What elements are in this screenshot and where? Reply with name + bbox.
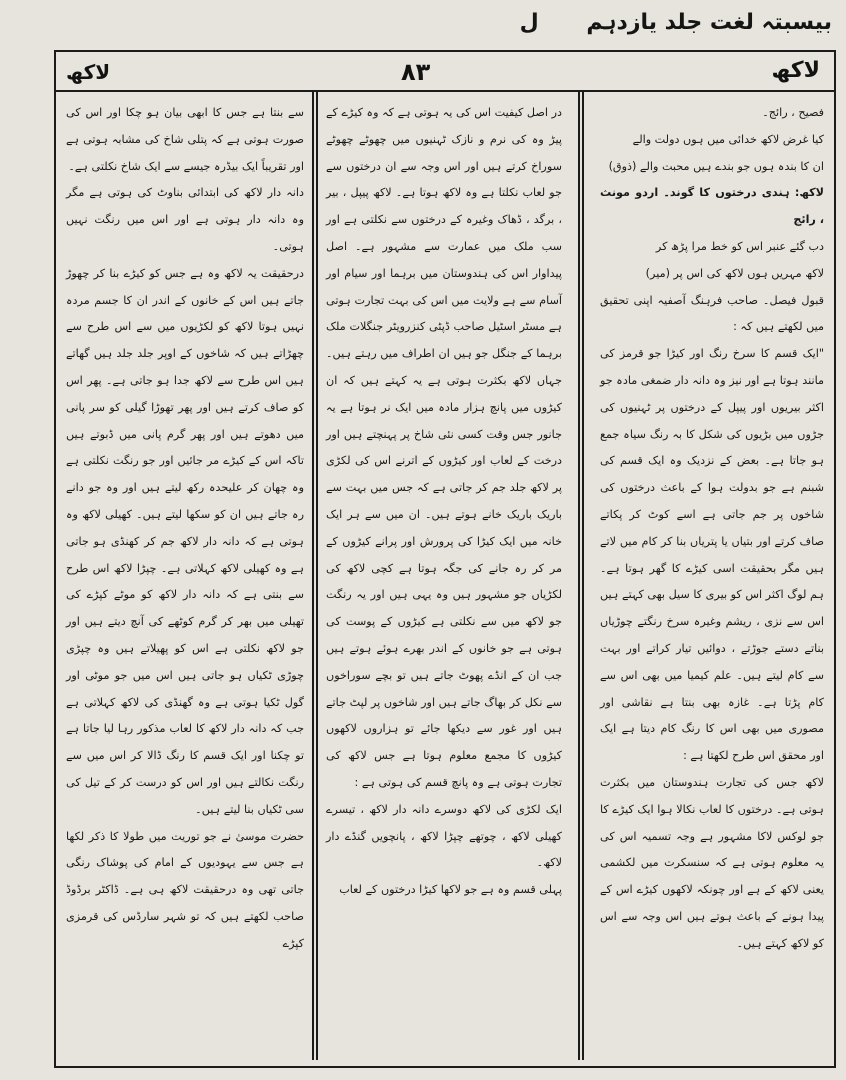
paragraph: فصیح ، رائج۔: [762, 106, 824, 119]
text-column-middle: [320, 94, 568, 1060]
paragraph: قبول فیصل۔ صاحب فرہنگ آصفیہ اپنی تحقیق میں لکھتے ہیں کہ :: [600, 293, 824, 334]
paragraph: سے بنتا ہے جس کا ابھی بیان ہو چکا اور اس کی صورت ہوتی ہے کہ پتلی شاخ کی مشابہ ہوتی ہے اور تقریباً ایک بیڈرہ جیسے سے ایک شاخ نکلتی ہے۔: [66, 106, 304, 173]
paragraph: لاکھ جس کی تجارت ہندوستان میں بکثرت ہوتی ہے۔ درختوں کا لعاب نکالا ہوا ایک کیڑے کا جو لوکس لاکا مشہور ہے وجہ تسمیہ اس کی یہ معلوم ہوتی ہے کہ سنسکرت میں لکشمی یعنی لاکھ کے ہے اور چونکہ لاکھوں کیڑے اس کے پیدا ہونے کے باعث ہوتے ہیں اس وجہ سے اس کو لاکھ کہتے ہیں۔: [600, 775, 824, 950]
entry-headword: لاکھ: ہندی درختوں کا گوند۔ اردو مونث ، رائج: [600, 186, 824, 227]
guide-word-row: [56, 52, 834, 92]
verse-line: کیا غرض لاکھ خدائی میں ہوں دولت والے: [632, 132, 824, 146]
text-column-right: [594, 94, 830, 1060]
paragraph: ایک لکڑی کی لاکھ دوسرے دانہ دار لاکھ ، تیسرے کھیلی لاکھ ، چوتھے چپڑا لاکھ ، پانچویں گنڈے دار لاکھ۔: [326, 802, 562, 870]
verse-line: دب گئے عنبر اس کو خط مرا پڑھ کر: [655, 239, 824, 253]
guide-word-right: لاکھ: [771, 58, 820, 83]
section-letter: ل: [519, 10, 539, 35]
verse-line: لاکھ مہریں ہوں لاکھ کی اس پر (میر): [645, 266, 824, 280]
paragraph: دانہ دار لاکھ کی ابتدائی بناوٹ کی ہوتی ہے مگر وہ دانہ دار ہوتی ہے اور اس میں رنگت نہیں ہوتی۔: [66, 186, 304, 253]
paragraph: حضرت موسیٰ نے جو توریت میں طولا کا ذکر لکھا ہے جس سے یہودیوں کے امام کی پوشاک رنگی جاتی تھی وہ درحقیقت لاکھ ہی ہے۔ ڈاکٹر برڈوڈ صاحب لکھتے ہیں کہ تو شہر سارڈس کی قرمزی کپڑے: [66, 829, 304, 950]
text-column-left: [60, 94, 310, 1060]
column-divider: [312, 92, 314, 1060]
paragraph: پہلی قسم وہ ہے جو لاکھا کیڑا درختوں کے لعاب: [339, 883, 562, 897]
quotation: "ایک قسم کا سرخ رنگ اور کیڑا جو قرمز کی مانند ہوتا ہے اور نیز وہ دانہ دار ضمغی مادہ جو اکثر بیریوں اور پیپل کے درختوں پر ٹہنیوں کی جڑوں میں بڑیوں کی شکل کا بہ رنگ سیاہ جمع ہو جاتا ہے۔ بعض کے نزدیک وہ ایک قسم کی شبنم ہے جو بدولت ہوا کے باعث درختوں کی شاخوں پر جم جاتی ہے اسے کوٹ کر پکاتے صاف کرتے اور بتیاں یا پتریاں بنا کر کام میں لاتے ہیں مگر بحقیقت اسی کیڑے کا گھر ہوتا ہے۔ ہم لوگ اکثر اس کو بیری کا سیل بھی کہتے ہیں اس سے نزی ، ریشم وغیرہ سرخ رنگتے چوڑیاں بناتے دستے جوڑتے ، دوائیں تیار کراتے اور بہت سے کام لیتے ہیں۔ علم کیمیا میں بھی اس سے کام پڑتا ہے۔ غازہ بھی بنتا ہے نقاشی اور مصوری میں بھی اس کا رنگ کام دیتا ہے ایک اور محقق اس طرح لکھتا ہے :: [600, 347, 824, 763]
column-divider: [582, 92, 584, 1060]
volume-title: بیسبتہ لغت جلد یازدہم: [586, 10, 832, 35]
page-frame: [54, 50, 836, 1068]
column-divider: [316, 92, 318, 1060]
column-divider: [578, 92, 580, 1060]
paragraph: درحقیقت یہ لاکھ وہ ہے جس کو کیڑے بنا کر چھوڑ جاتے ہیں اس کے خانوں کے اندر ان کا جسم مردہ نہیں ہوتا لاکھ کو لکڑیوں میں سے اس طرح سے چھڑاتے ہیں کہ شاخوں کے اوپر جلد جلد ہیں گھاتے ہیں اس طرح سے لاکھ جدا ہو جاتی ہے۔ پھر اس کو صاف کرتے ہیں اور پھر تھوڑا گیلی کو سر پانی میں دھوتے ہیں اور پھر گرم پانی میں ڈبوتے ہیں تاکہ اس کے کیڑے مر جائیں اور جو رنگت نکلتی ہے وہ چھان کر علیحدہ رکھ لیتے ہیں اور وہ جو دانے رہ جاتے ہیں ان کو سکھا لیتے ہیں۔ کھیلی لاکھ وہ ہوتی ہے کہ دانہ دار لاکھ جم کر کھنڈی ہو جاتی ہے وہ کھیلی لاکھ کہلاتی ہے۔ چپڑا لاکھ اس طرح سے بنتی ہے کہ دانہ دار لاکھ کو موٹے کپڑے کی تھیلی میں بھر کر گرم کوٹھے کی آنچ دیتے ہیں اور جو لاکھ نکلتی ہے اس کو پھیلاتے ہیں وہ چپڑی چوڑی ٹکیاں ہو جاتی ہیں اس میں جو موٹی اور گول ٹکیا ہوتی ہے وہ گھنڈی کی لاکھ کہلاتی ہے جب کہ دانہ دار لاکھ کا لعاب مذکور رہا لیا جاتا ہے تو چکنا اور ایک قسم کا رنگ ڈالا کر اس میں سے رنگت نکالتے ہیں اور اس کو درست کر کے تیل کی سی ٹکیاں بنا لیتے ہیں۔: [66, 266, 304, 816]
verse-line: ان کا بندہ ہوں جو بندے ہیں محبت والے (ذوق): [608, 159, 824, 173]
paragraph: در اصل کیفیت اس کی یہ ہوتی ہے کہ وہ کیڑے کے پیڑ وہ کی نرم و نازک ٹہنیوں میں چھوٹے چھوٹے سوراخ کرتے ہیں اور اس وجہ سے ان درختوں سے جو لعاب نکلتا ہے وہ لاکھ ہوتا ہے۔ لاکھ پیپل ، بیر ، برگد ، ڈھاک وغیرہ کے درختوں سے نکلتی ہے اور سب ملک میں عمارت سے مشہور ہے۔ اصل پیداوار اس کی ہندوستان میں برہما اور سیام اور آسام سے ہے ولایت میں اس کی بہت تجارت ہوتی ہے مسٹر اسٹیل صاحب ڈپٹی کنزرویٹر جنگلات ملک برہما کے جنگل جو ہیں ان اطراف میں رہتے ہیں۔ جہاں لاکھ بکثرت ہوتی ہے یہ کہتے ہیں کہ ان کیڑوں میں پانچ ہزار مادہ میں ایک نر ہوتا ہے یہ جانور جس وقت کسی نئی شاخ پر پہنچتے ہیں اور درخت کے لعاب اور کیڑوں کے اترنے اس کی لکڑی پر لاکھ جلد جم کر جاتی ہے کہ جس میں بہت سے باریک باریک خانے ہوتے ہیں۔ ان میں سے ہر ایک خانہ میں ایک کیڑا کی پرورش اور پرانے کیڑوں کے مر کر رہ جانے کی جگہ ہوتا ہے کچی لاکھ کی لکڑیاں جو مشہور ہیں وہ یہی ہیں اور یہ رنگت جو لاکھ میں سے نکلتی ہے کیڑوں کے پوست کی ہوتی ہے جو خانوں کے اندر بھرے ہوئے ہوتے ہیں جب ان کے انڈے پھوٹ جاتے ہیں تو بچے سوراخوں سے نکل کر بھاگ جاتے ہیں اور شاخوں پر لپٹ جاتے ہیں اور غور سے دیکھا جائے تو ہزاروں لاکھوں کیڑوں کا مجمع معلوم ہوتا ہے جس لاکھ کی تجارت ہوتی ہے وہ پانچ قسم کی ہوتی ہے :: [326, 106, 562, 789]
page-number: ۸۳: [401, 58, 431, 86]
running-header: [312, 10, 832, 50]
guide-word-left: لاکھ: [66, 60, 111, 84]
